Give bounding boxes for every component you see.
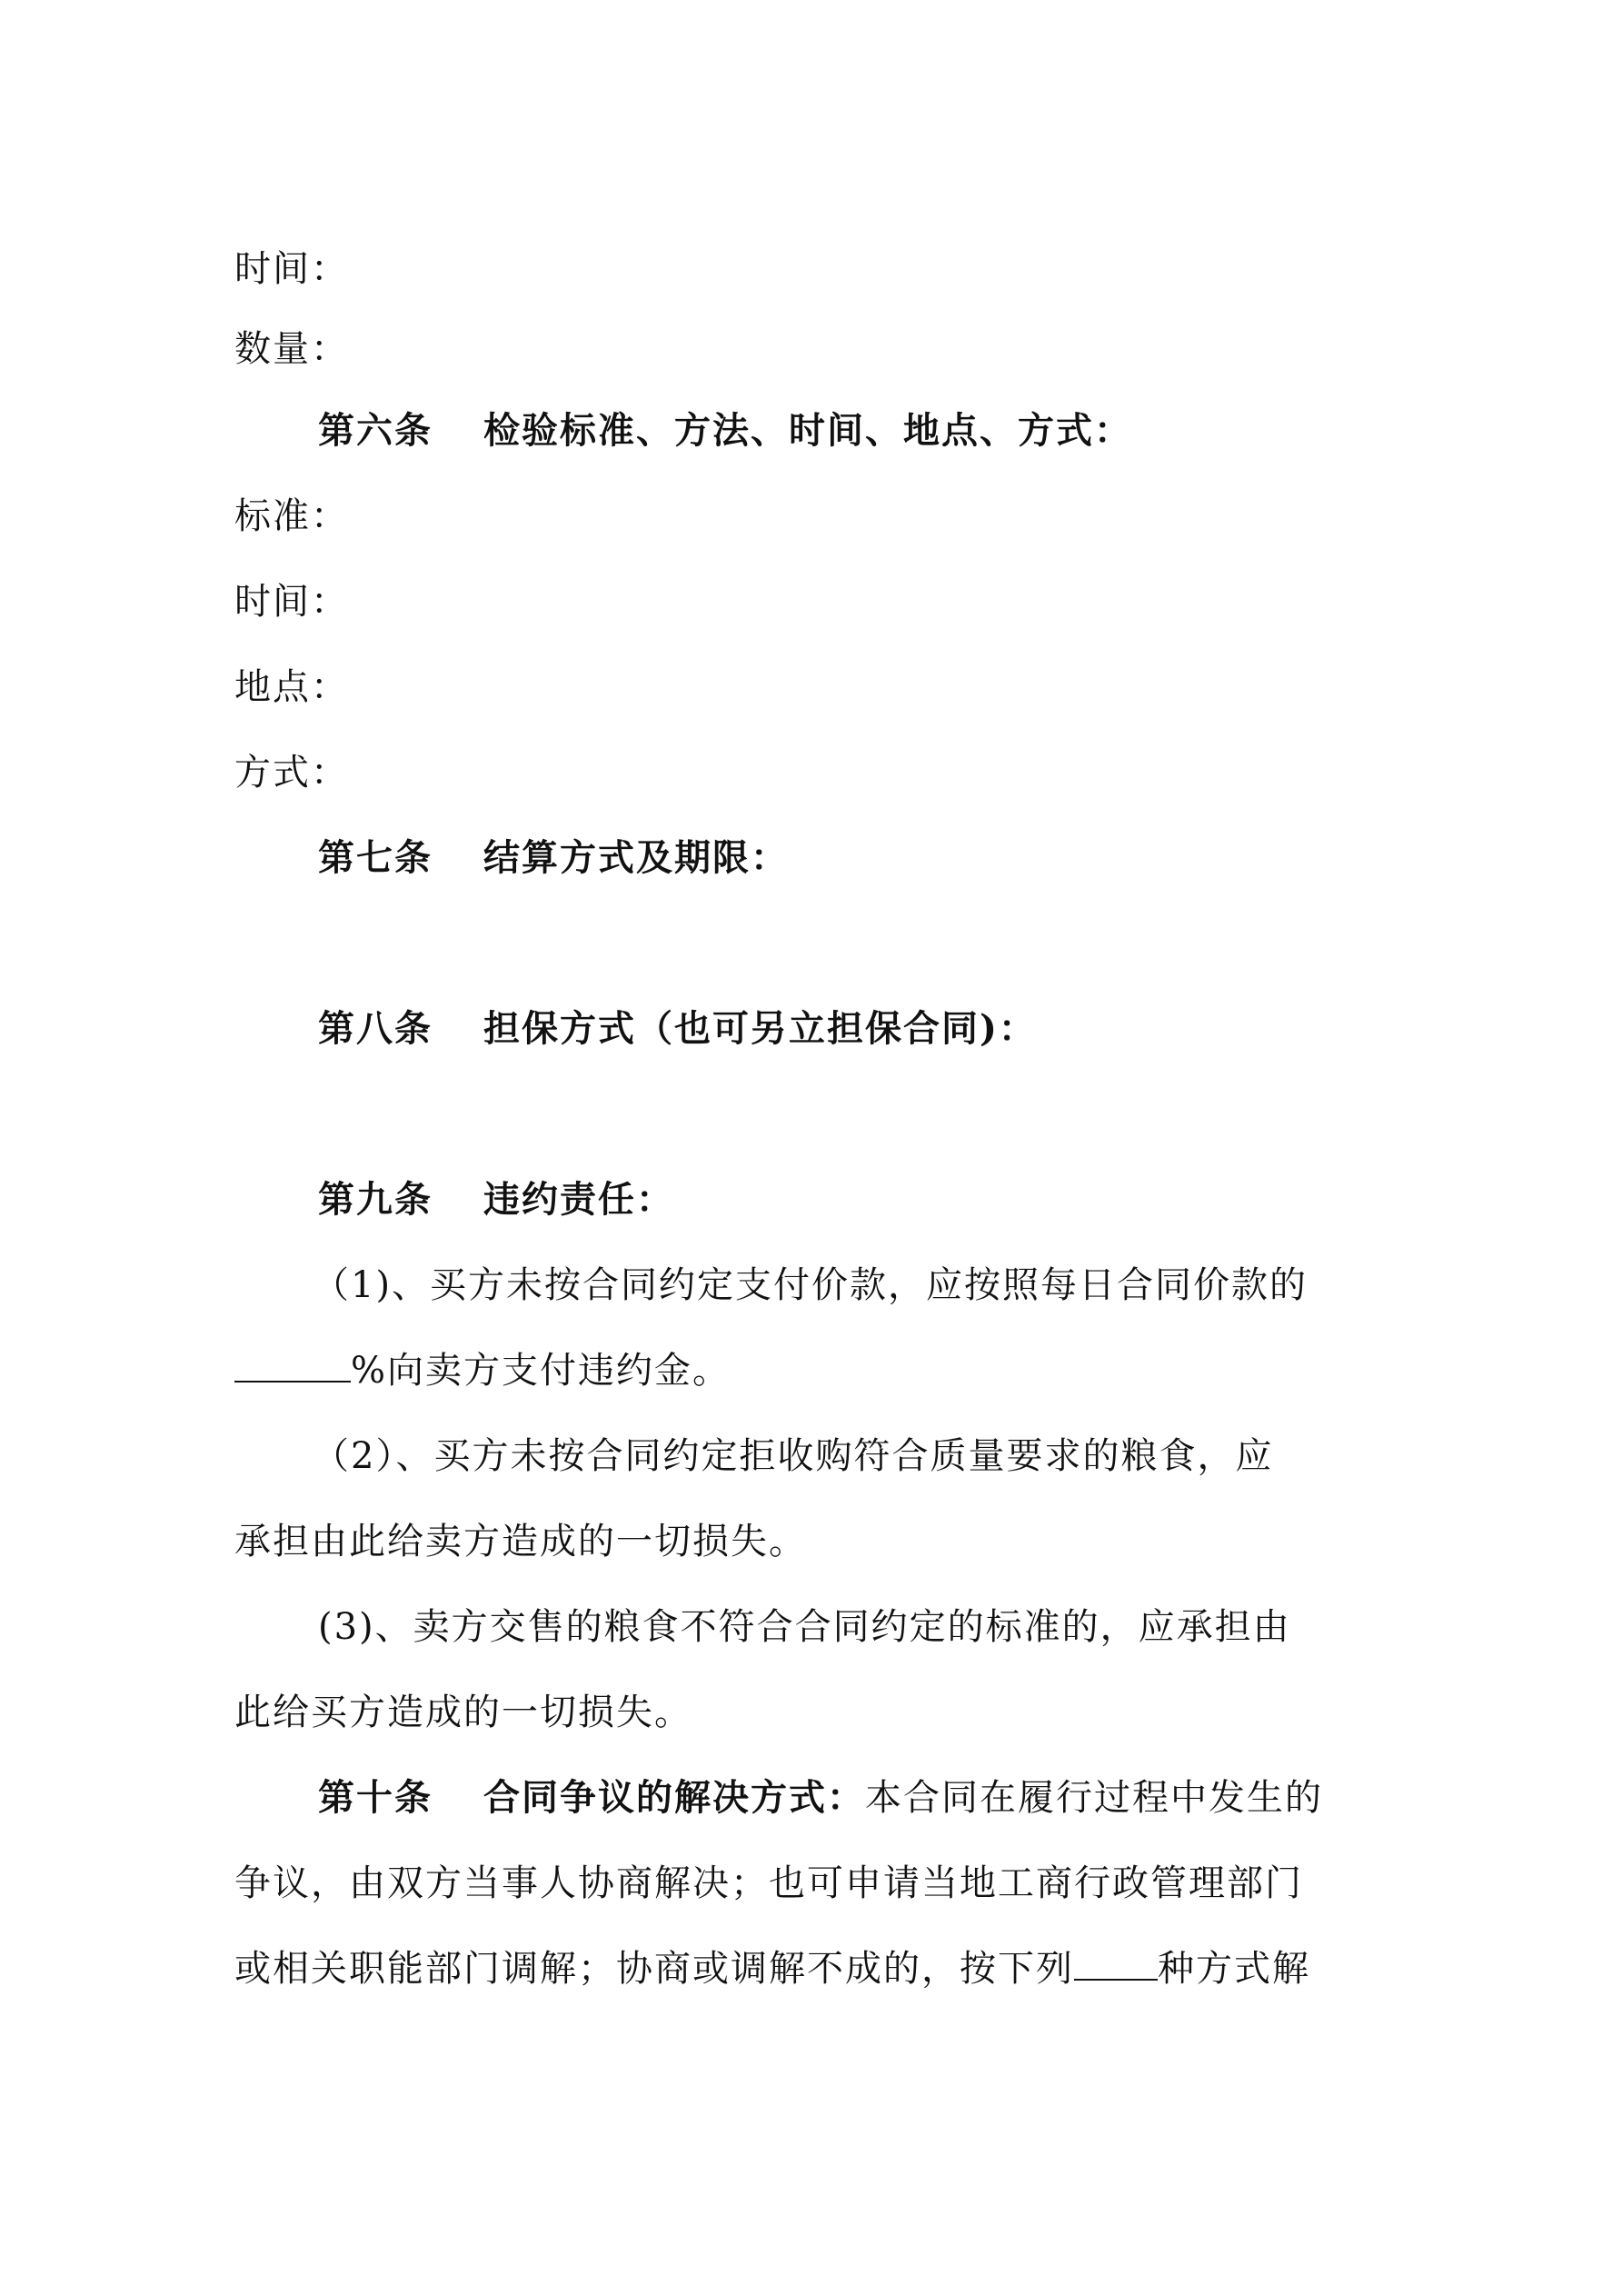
field-time-2: 时间： — [234, 581, 349, 623]
article-6-title: 检验标准、方法、时间、地点、方式： — [483, 409, 1132, 452]
clause-3-line-1: (3)、卖方交售的粮食不符合合同约定的标准的，应承担由 — [318, 1606, 1291, 1648]
article-10-text-1: 本合同在履行过程中发生的 — [865, 1777, 1323, 1819]
article-10-line-2: 争议，由双方当事人协商解决；也可申请当地工商行政管理部门 — [234, 1862, 1303, 1904]
article-8-number: 第八条 — [318, 1007, 433, 1050]
article-7-heading — [318, 834, 789, 882]
field-method: 方式： — [234, 752, 349, 794]
field-location: 地点： — [234, 666, 349, 708]
article-10-number: 第十条 — [318, 1776, 433, 1819]
blank-percentage — [234, 1348, 351, 1383]
blank-method-number — [1074, 1946, 1158, 1981]
clause-1-line-2 — [234, 1347, 731, 1394]
clause-1-line-1: （1)、买方未按合同约定支付价款，应按照每日合同价款的 — [313, 1264, 1309, 1306]
article-10-line-3 — [234, 1945, 1310, 1992]
article-7-number: 第七条 — [318, 836, 433, 879]
clause-2-line-2: 承担由此给卖方造成的一切损失。 — [234, 1521, 807, 1562]
article-9-title: 违约责任： — [483, 1178, 674, 1221]
article-10-line-3-text-a: 或相关职能部门调解；协商或调解不成的，按下列 — [234, 1948, 1074, 1990]
article-9-heading — [318, 1176, 674, 1223]
field-standard: 标准： — [234, 495, 349, 537]
clause-1-line-2-text: %向卖方支付违约金。 — [351, 1350, 731, 1392]
article-6-heading — [318, 407, 1132, 454]
article-10-line-1 — [318, 1774, 1323, 1822]
article-6-number: 第六条 — [318, 409, 433, 452]
clause-2-line-1: （2）、买方未按合同约定拒收购符合质量要求的粮食，应 — [313, 1435, 1274, 1477]
article-10-title: 合同争议的解决方式： — [483, 1776, 865, 1819]
article-8-title: 担保方式（也可另立担保合同)： — [483, 1007, 1037, 1050]
field-time-1: 时间： — [234, 248, 349, 290]
article-10-line-3-text-b: 种方式解 — [1158, 1948, 1310, 1990]
field-quantity: 数量： — [234, 328, 349, 370]
article-7-title: 结算方式及期限： — [483, 836, 789, 879]
article-8-heading — [318, 1005, 1037, 1053]
clause-3-line-2: 此给买方造成的一切损失。 — [234, 1692, 692, 1733]
article-9-number: 第九条 — [318, 1178, 433, 1221]
